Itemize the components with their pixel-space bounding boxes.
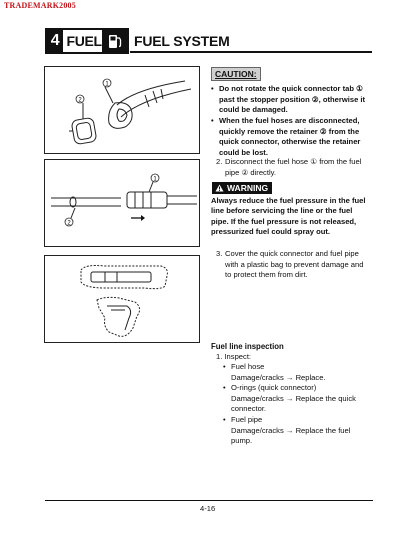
- caution-line: When the fuel hoses are disconnected,: [219, 116, 360, 125]
- footer-rule: [45, 500, 373, 501]
- caution-line: quickly remove the retainer ② from the: [219, 126, 360, 136]
- warning-body: [211, 196, 373, 238]
- step-line: Cover the quick connector and fuel pipe: [225, 249, 359, 258]
- warning-line: Always reduce the fuel pressure in the fuel: [211, 196, 366, 205]
- header-rule: [130, 51, 372, 53]
- item-action: connector.: [231, 404, 267, 414]
- item-action: Damage/cracks → Replace the fuel: [231, 425, 351, 435]
- bullet-dot: •: [211, 84, 214, 93]
- chapter-badge: [45, 28, 129, 54]
- caution-label: CAUTION:: [211, 67, 261, 81]
- warning-line: line before servicing the line or the fuel: [211, 206, 353, 216]
- step-line: to protect them from dirt.: [225, 270, 308, 280]
- page-number: 4-16: [200, 504, 216, 513]
- inspection-heading: Fuel line inspection: [211, 342, 284, 351]
- figure-fuel-hose-disconnect: [44, 159, 200, 247]
- caution-line: past the stopper position ②, otherwise it: [219, 94, 366, 104]
- item-action: Damage/cracks → Replace the quick: [231, 393, 356, 403]
- caution-line: could be lost.: [219, 147, 268, 157]
- caution-bullet-2: [211, 116, 379, 160]
- step-number: 3.: [216, 249, 223, 258]
- figure-plastic-bag-cover: [44, 255, 200, 343]
- item-name: Fuel hose: [231, 362, 265, 371]
- figure-quick-connector: [44, 66, 200, 154]
- item-name: O-rings (quick connector): [231, 383, 317, 392]
- step-line: Disconnect the fuel hose ① from the fuel: [225, 157, 362, 166]
- callout-2: 2: [67, 220, 71, 227]
- item-action: pump.: [231, 436, 253, 446]
- warning-line: pressurized fuel could spray out.: [211, 227, 330, 237]
- callout-2: 2: [78, 97, 82, 104]
- caution-bullet-1: [211, 84, 379, 116]
- item-action: Damage/cracks → Replace.: [231, 372, 326, 382]
- bullet-dot: •: [223, 415, 226, 424]
- step-number: 2.: [216, 157, 223, 166]
- item-name: Fuel pipe: [231, 415, 263, 424]
- bullet-dot: •: [223, 383, 226, 392]
- caution-line: Do not rotate the quick connector tab ①: [219, 84, 363, 93]
- inspection-step: 1. Inspect:: [216, 352, 252, 361]
- callout-1: 1: [105, 81, 109, 88]
- warning-line: pipe. If the fuel pressure is not released,: [211, 216, 357, 226]
- warning-label-text: WARNING: [227, 183, 269, 193]
- chapter-abbr: FUEL: [66, 33, 102, 49]
- warning-label: [212, 182, 272, 194]
- warning-triangle-icon: [215, 184, 224, 192]
- chapter-number: 4: [47, 30, 63, 52]
- caution-line: could be damaged.: [219, 105, 288, 115]
- bullet-dot: •: [211, 116, 214, 125]
- bullet-dot: •: [223, 362, 226, 371]
- callout-1: 1: [153, 176, 157, 183]
- fuel-pump-icon: [102, 30, 127, 52]
- watermark-text: TRADEMARK2005: [4, 1, 76, 10]
- section-title: FUEL SYSTEM: [134, 33, 230, 49]
- caution-line: quick connector, otherwise the retainer: [219, 137, 361, 147]
- step-line: pipe ② directly.: [225, 167, 276, 177]
- step-line: with a plastic bag to prevent damage and: [225, 259, 364, 269]
